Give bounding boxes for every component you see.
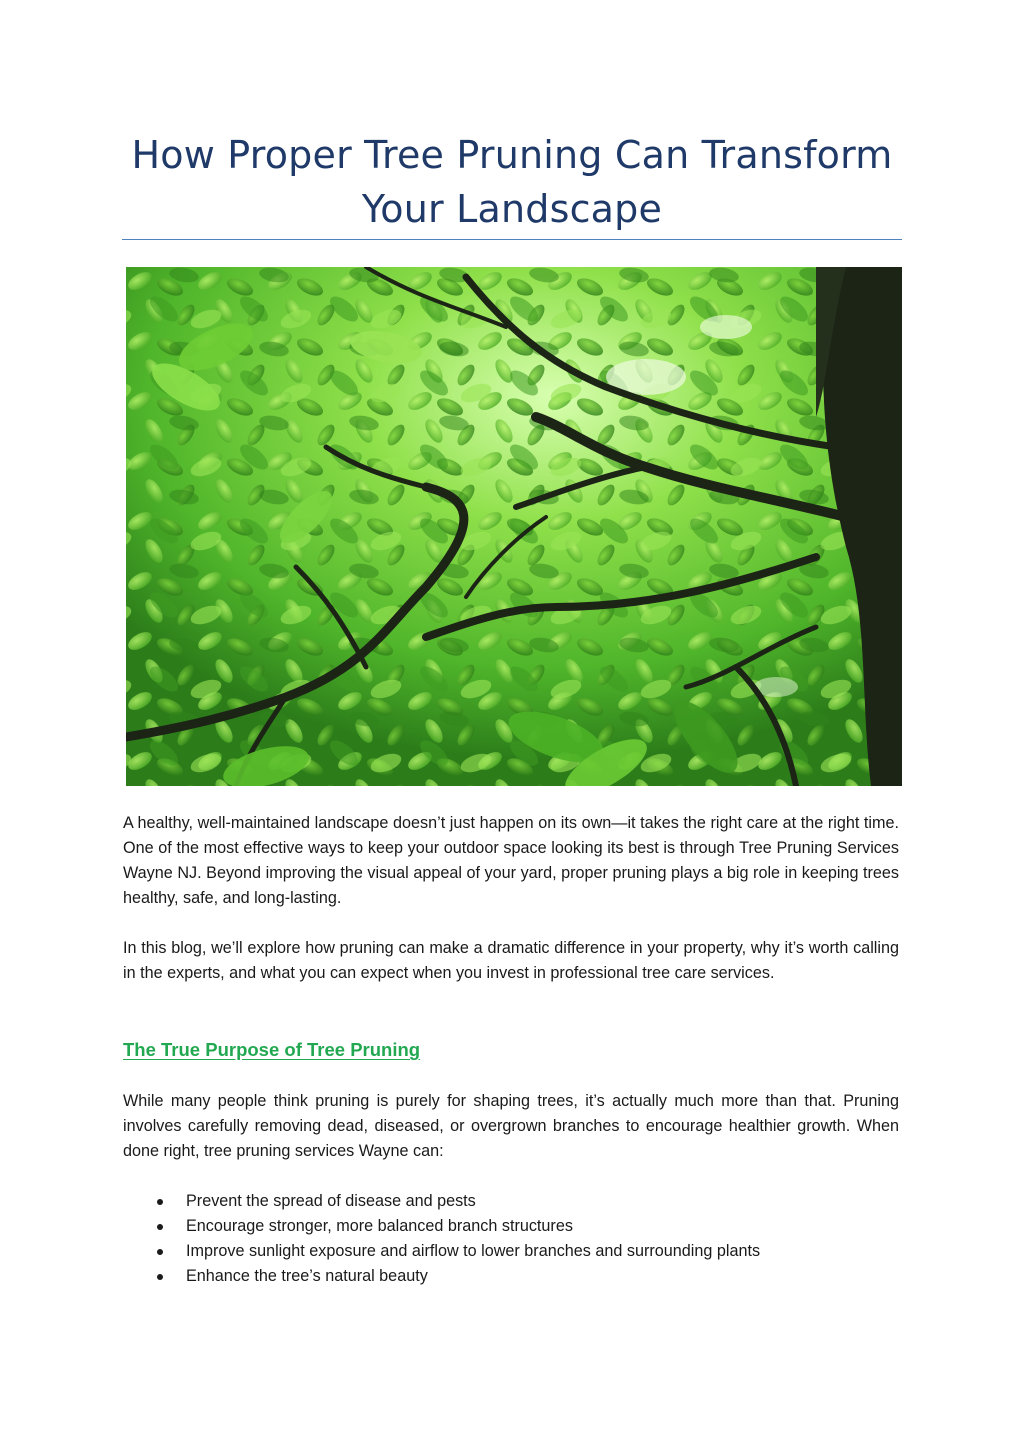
- intro-paragraph-1: A healthy, well-maintained landscape doesn’t just happen on its own—it takes the right care at the right time. One of the most effective ways to keep your outdoor space looking its best is through Tree Pruning Services Wayne NJ. Beyond improving the visual appeal of your yard, proper pruning plays a big role in keeping trees healthy, safe, and long-lasting.: [123, 814, 899, 907]
- benefits-list: [123, 1189, 899, 1289]
- bullet-icon: [157, 1249, 163, 1255]
- section-paragraph: While many people think pruning is purely for shaping trees, it’s actually much more than that. Pruning involves carefully removing dead, diseased, or overgrown branches to encourage healthier growth. When done right, tree pruning services Wayne can:: [123, 1092, 899, 1160]
- list-item: [123, 1264, 899, 1289]
- document-title: How Proper Tree Pruning Can Transform Your Landscape: [131, 133, 893, 231]
- bullet-icon: [157, 1224, 163, 1230]
- list-item-text: Improve sunlight exposure and airflow to lower branches and surrounding plants: [186, 1242, 761, 1260]
- list-item: [123, 1214, 899, 1239]
- list-item: [123, 1189, 899, 1214]
- bullet-icon: [157, 1274, 163, 1280]
- hero-image: [126, 267, 902, 786]
- bullet-icon: [157, 1199, 163, 1205]
- title-divider: [122, 239, 902, 240]
- list-item-text: Prevent the spread of disease and pests: [186, 1192, 476, 1210]
- section-heading: The True Purpose of Tree Pruning: [123, 1039, 421, 1060]
- list-item: [123, 1239, 899, 1264]
- list-item-text: Encourage stronger, more balanced branch structures: [186, 1217, 573, 1235]
- intro-paragraph-2: In this blog, we’ll explore how pruning can make a dramatic difference in your property, why it’s worth calling in the experts, and what you can expect when you invest in professional tree care services.: [123, 939, 899, 982]
- list-item-text: Enhance the tree’s natural beauty: [186, 1267, 428, 1285]
